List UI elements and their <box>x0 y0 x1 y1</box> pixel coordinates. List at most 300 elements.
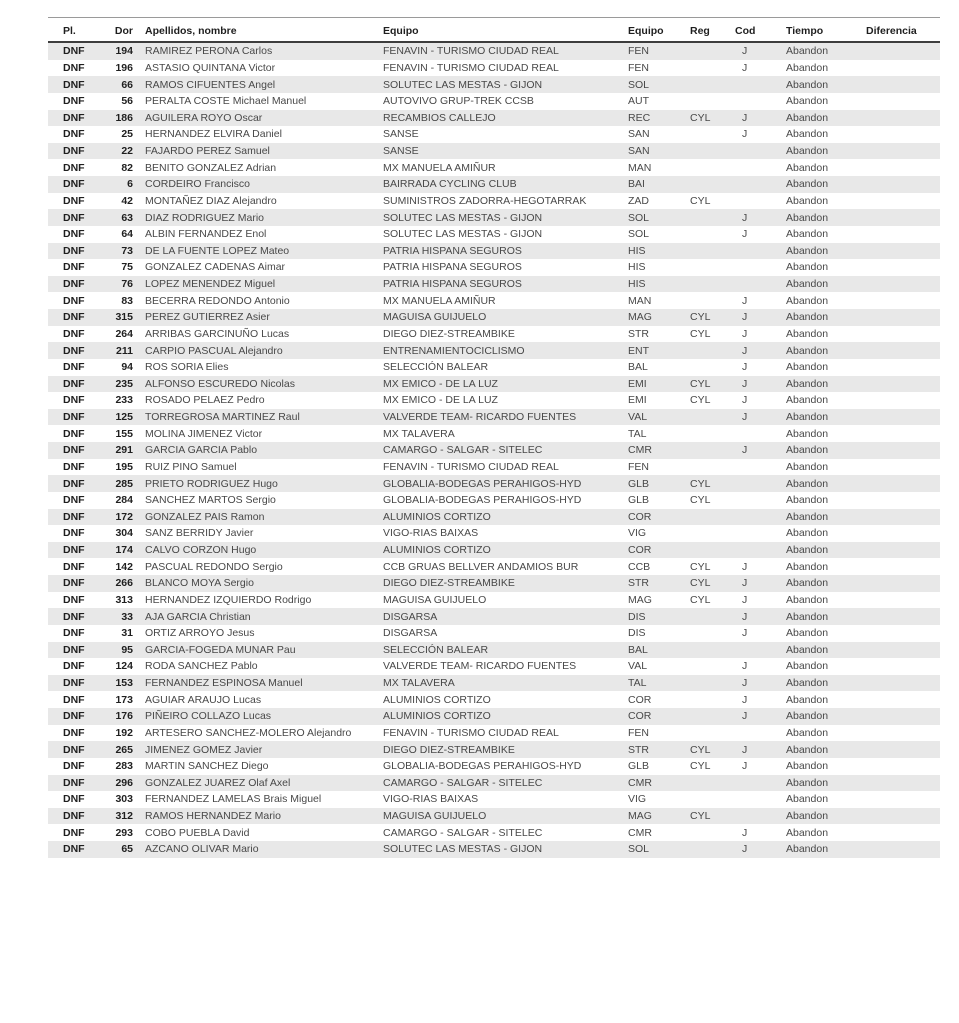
cell-pl: DNF <box>63 244 85 257</box>
table-row <box>48 143 940 160</box>
cell-pl: DNF <box>63 294 85 307</box>
cell-name: TORREGROSA MARTINEZ Raul <box>145 411 300 424</box>
cell-dor: 235 <box>115 377 133 390</box>
cell-dor: 6 <box>127 178 133 191</box>
cell-cod: J <box>742 294 748 307</box>
cell-name: SANCHEZ MARTOS Sergio <box>145 494 276 507</box>
cell-team: MX EMICO - DE LA LUZ <box>383 377 498 390</box>
cell-dor: 313 <box>115 593 133 606</box>
table-row <box>48 625 940 642</box>
cell-code: CMR <box>628 444 652 457</box>
cell-reg: CYL <box>690 111 711 124</box>
cell-team: SANSE <box>383 145 419 158</box>
cell-cod: J <box>742 627 748 640</box>
cell-pl: DNF <box>63 444 85 457</box>
table-row <box>48 575 940 592</box>
table-row <box>48 492 940 509</box>
table-row <box>48 292 940 309</box>
cell-name: ARRIBAS GARCINUÑO Lucas <box>145 327 290 340</box>
cell-pl: DNF <box>63 527 85 540</box>
cell-cod: J <box>742 693 748 706</box>
table-row <box>48 376 940 393</box>
table-row <box>48 110 940 127</box>
cell-name: SANZ BERRIDY Javier <box>145 527 254 540</box>
cell-team: FENAVIN - TURISMO CIUDAD REAL <box>383 726 559 739</box>
cell-team: BAIRRADA CYCLING CLUB <box>383 178 517 191</box>
table-row <box>48 259 940 276</box>
table-header <box>48 17 940 43</box>
cell-cod: J <box>742 377 748 390</box>
cell-dor: 211 <box>116 344 133 357</box>
cell-team: SOLUTEC LAS MESTAS - GIJON <box>383 78 543 91</box>
cell-code: STR <box>628 327 649 340</box>
table-body <box>48 43 940 858</box>
cell-pl: DNF <box>63 145 85 158</box>
cell-code: MAN <box>628 161 652 174</box>
cell-dor: 312 <box>115 810 133 823</box>
cell-code: SOL <box>628 211 650 224</box>
cell-tiempo: Abandon <box>786 427 829 440</box>
cell-reg: CYL <box>690 477 711 490</box>
cell-team: VIGO-RIAS BAIXAS <box>383 793 479 806</box>
cell-tiempo: Abandon <box>786 710 829 723</box>
cell-tiempo: Abandon <box>786 394 829 407</box>
cell-pl: DNF <box>63 477 85 490</box>
cell-name: FERNANDEZ ESPINOSA Manuel <box>145 677 303 690</box>
cell-code: VAL <box>628 660 648 673</box>
table-row <box>48 60 940 77</box>
column-header-pl: Pl. <box>63 25 76 37</box>
cell-team: CAMARGO - SALGAR - SITELEC <box>383 826 543 839</box>
cell-pl: DNF <box>63 411 85 424</box>
cell-reg: CYL <box>690 377 711 390</box>
cell-tiempo: Abandon <box>786 610 829 623</box>
cell-name: MARTIN SANCHEZ Diego <box>145 760 269 773</box>
cell-dor: 304 <box>115 527 133 540</box>
cell-tiempo: Abandon <box>786 577 829 590</box>
cell-pl: DNF <box>63 743 85 756</box>
cell-name: BECERRA REDONDO Antonio <box>145 294 290 307</box>
cell-reg: CYL <box>690 394 711 407</box>
cell-code: SAN <box>628 128 650 141</box>
cell-team: ALUMINIOS CORTIZO <box>383 693 491 706</box>
cell-team: MAGUISA GUIJUELO <box>383 810 487 823</box>
cell-pl: DNF <box>63 793 85 806</box>
cell-cod: J <box>742 211 748 224</box>
cell-team: SANSE <box>383 128 419 141</box>
cell-pl: DNF <box>63 128 85 141</box>
cell-code: CMR <box>628 776 652 789</box>
table-row <box>48 675 940 692</box>
cell-pl: DNF <box>63 843 85 856</box>
table-row <box>48 509 940 526</box>
cell-dor: 94 <box>121 361 133 374</box>
cell-pl: DNF <box>63 45 85 58</box>
cell-pl: DNF <box>63 228 85 241</box>
cell-dor: 31 <box>121 627 133 640</box>
cell-pl: DNF <box>63 311 85 324</box>
cell-dor: 176 <box>115 710 133 723</box>
table-row <box>48 592 940 609</box>
cell-team: MX EMICO - DE LA LUZ <box>383 394 498 407</box>
table-row <box>48 841 940 858</box>
cell-pl: DNF <box>63 660 85 673</box>
cell-dor: 293 <box>115 826 133 839</box>
cell-cod: J <box>742 593 748 606</box>
cell-reg: CYL <box>690 194 711 207</box>
cell-dor: 303 <box>115 793 133 806</box>
column-header-name: Apellidos, nombre <box>145 25 237 37</box>
cell-pl: DNF <box>63 610 85 623</box>
cell-code: DIS <box>628 610 646 623</box>
cell-code: ZAD <box>628 194 649 207</box>
cell-tiempo: Abandon <box>786 627 829 640</box>
cell-code: STR <box>628 577 649 590</box>
cell-tiempo: Abandon <box>786 61 829 74</box>
cell-team: FENAVIN - TURISMO CIUDAD REAL <box>383 460 559 473</box>
cell-team: SOLUTEC LAS MESTAS - GIJON <box>383 228 543 241</box>
cell-dor: 56 <box>121 95 133 108</box>
cell-code: CCB <box>628 560 651 573</box>
cell-pl: DNF <box>63 344 85 357</box>
cell-name: PIÑEIRO COLLAZO Lucas <box>145 710 272 723</box>
cell-tiempo: Abandon <box>786 244 829 257</box>
cell-tiempo: Abandon <box>786 111 829 124</box>
cell-dor: 173 <box>115 693 133 706</box>
cell-name: PEREZ GUTIERREZ Asier <box>145 311 270 324</box>
cell-cod: J <box>742 61 748 74</box>
cell-team: RECAMBIOS CALLEJO <box>383 111 496 124</box>
cell-cod: J <box>742 444 748 457</box>
cell-tiempo: Abandon <box>786 45 829 58</box>
cell-team: PATRIA HISPANA SEGUROS <box>383 278 522 291</box>
cell-dor: 174 <box>115 544 133 557</box>
cell-dor: 264 <box>115 327 133 340</box>
cell-code: STR <box>628 743 649 756</box>
cell-dor: 66 <box>121 78 133 91</box>
cell-tiempo: Abandon <box>786 793 829 806</box>
table-row <box>48 409 940 426</box>
cell-team: MX MANUELA AMIÑUR <box>383 161 496 174</box>
cell-reg: CYL <box>690 560 711 573</box>
cell-pl: DNF <box>63 211 85 224</box>
table-row <box>48 342 940 359</box>
cell-pl: DNF <box>63 460 85 473</box>
cell-dor: 194 <box>115 45 133 58</box>
cell-team: MAGUISA GUIJUELO <box>383 311 487 324</box>
cell-name: CORDEIRO Francisco <box>145 178 251 191</box>
cell-tiempo: Abandon <box>786 527 829 540</box>
cell-pl: DNF <box>63 161 85 174</box>
cell-pl: DNF <box>63 361 85 374</box>
cell-name: AGUILERA ROYO Oscar <box>145 111 263 124</box>
cell-cod: J <box>742 361 748 374</box>
cell-team: SUMINISTROS ZADORRA-HEGOTARRAK <box>383 194 587 207</box>
cell-tiempo: Abandon <box>786 228 829 241</box>
cell-pl: DNF <box>63 510 85 523</box>
cell-name: ARTESERO SANCHEZ-MOLERO Alejandro <box>145 726 352 739</box>
cell-cod: J <box>742 45 748 58</box>
cell-team: SOLUTEC LAS MESTAS - GIJON <box>383 211 543 224</box>
cell-code: DIS <box>628 627 646 640</box>
cell-name: DIAZ RODRIGUEZ Mario <box>145 211 265 224</box>
cell-cod: J <box>742 344 748 357</box>
cell-name: RODA SANCHEZ Pablo <box>145 660 258 673</box>
cell-pl: DNF <box>63 693 85 706</box>
cell-dor: 296 <box>115 776 133 789</box>
table-row <box>48 326 940 343</box>
table-row <box>48 276 940 293</box>
cell-name: PRIETO RODRIGUEZ Hugo <box>145 477 278 490</box>
cell-dor: 82 <box>121 161 133 174</box>
cell-tiempo: Abandon <box>786 510 829 523</box>
cell-cod: J <box>742 111 748 124</box>
table-row <box>48 808 940 825</box>
cell-tiempo: Abandon <box>786 344 829 357</box>
cell-name: BENITO GONZALEZ Adrian <box>145 161 277 174</box>
cell-tiempo: Abandon <box>786 643 829 656</box>
cell-cod: J <box>742 128 748 141</box>
table-row <box>48 791 940 808</box>
cell-name: PASCUAL REDONDO Sergio <box>145 560 283 573</box>
cell-tiempo: Abandon <box>786 743 829 756</box>
cell-dor: 65 <box>121 843 133 856</box>
cell-pl: DNF <box>63 427 85 440</box>
table-row <box>48 691 940 708</box>
cell-code: BAL <box>628 361 648 374</box>
cell-code: COR <box>628 544 652 557</box>
cell-team: VIGO-RIAS BAIXAS <box>383 527 479 540</box>
cell-name: GARCIA GARCIA Pablo <box>145 444 258 457</box>
cell-tiempo: Abandon <box>786 444 829 457</box>
table-row <box>48 359 940 376</box>
cell-team: AUTOVIVO GRUP-TREK CCSB <box>383 95 534 108</box>
cell-name: LOPEZ MENENDEZ Miguel <box>145 278 276 291</box>
cell-dor: 265 <box>115 743 133 756</box>
cell-pl: DNF <box>63 494 85 507</box>
cell-dor: 186 <box>115 111 133 124</box>
cell-code: FEN <box>628 726 649 739</box>
cell-team: ALUMINIOS CORTIZO <box>383 510 491 523</box>
cell-dor: 284 <box>115 494 133 507</box>
table-row <box>48 758 940 775</box>
cell-tiempo: Abandon <box>786 477 829 490</box>
column-header-cod: Cod <box>735 25 756 37</box>
cell-cod: J <box>742 843 748 856</box>
table-row <box>48 741 940 758</box>
cell-dor: 124 <box>115 660 133 673</box>
cell-code: BAL <box>628 643 648 656</box>
cell-tiempo: Abandon <box>786 128 829 141</box>
cell-team: VALVERDE TEAM- RICARDO FUENTES <box>383 411 577 424</box>
cell-dor: 283 <box>115 760 133 773</box>
cell-team: MX MANUELA AMIÑUR <box>383 294 496 307</box>
cell-code: MAG <box>628 593 652 606</box>
cell-tiempo: Abandon <box>786 294 829 307</box>
table-row <box>48 558 940 575</box>
table-row <box>48 193 940 210</box>
cell-code: COR <box>628 510 652 523</box>
cell-pl: DNF <box>63 560 85 573</box>
cell-tiempo: Abandon <box>786 826 829 839</box>
cell-team: GLOBALIA-BODEGAS PERAHIGOS-HYD <box>383 477 582 490</box>
table-row <box>48 442 940 459</box>
cell-code: EMI <box>628 394 647 407</box>
cell-tiempo: Abandon <box>786 726 829 739</box>
cell-code: REC <box>628 111 651 124</box>
table-row <box>48 176 940 193</box>
cell-team: VALVERDE TEAM- RICARDO FUENTES <box>383 660 577 673</box>
cell-code: TAL <box>628 427 647 440</box>
cell-name: AGUIAR ARAUJO Lucas <box>145 693 262 706</box>
cell-team: ALUMINIOS CORTIZO <box>383 710 491 723</box>
table-row <box>48 243 940 260</box>
column-header-tiempo: Tiempo <box>786 25 824 37</box>
cell-reg: CYL <box>690 577 711 590</box>
column-header-diferencia: Diferencia <box>866 25 917 37</box>
table-row <box>48 775 940 792</box>
cell-name: BLANCO MOYA Sergio <box>145 577 254 590</box>
table-row <box>48 392 940 409</box>
cell-name: ALFONSO ESCUREDO Nicolas <box>145 377 295 390</box>
cell-dor: 22 <box>121 145 133 158</box>
table-row <box>48 475 940 492</box>
cell-cod: J <box>742 311 748 324</box>
cell-pl: DNF <box>63 776 85 789</box>
cell-tiempo: Abandon <box>786 361 829 374</box>
cell-name: MONTAÑEZ DIAZ Alejandro <box>145 194 277 207</box>
cell-tiempo: Abandon <box>786 494 829 507</box>
cell-tiempo: Abandon <box>786 327 829 340</box>
cell-dor: 76 <box>121 278 133 291</box>
cell-code: MAG <box>628 810 652 823</box>
cell-tiempo: Abandon <box>786 78 829 91</box>
cell-code: HIS <box>628 278 646 291</box>
cell-dor: 315 <box>115 311 133 324</box>
cell-dor: 83 <box>121 294 133 307</box>
cell-name: ROS SORIA Elies <box>145 361 229 374</box>
cell-team: FENAVIN - TURISMO CIUDAD REAL <box>383 61 559 74</box>
cell-code: MAN <box>628 294 652 307</box>
cell-pl: DNF <box>63 327 85 340</box>
cell-pl: DNF <box>63 111 85 124</box>
cell-dor: 172 <box>115 510 133 523</box>
cell-reg: CYL <box>690 327 711 340</box>
cell-reg: CYL <box>690 311 711 324</box>
cell-code: EMI <box>628 377 647 390</box>
cell-team: DIEGO DIEZ-STREAMBIKE <box>383 577 515 590</box>
cell-code: AUT <box>628 95 649 108</box>
table-row <box>48 226 940 243</box>
cell-code: VIG <box>628 527 647 540</box>
cell-name: RUIZ PINO Samuel <box>145 460 237 473</box>
column-header-team: Equipo <box>383 25 419 37</box>
cell-team: CCB GRUAS BELLVER ANDAMIOS BUR <box>383 560 579 573</box>
table-row <box>48 76 940 93</box>
cell-reg: CYL <box>690 494 711 507</box>
table-row <box>48 658 940 675</box>
cell-dor: 285 <box>115 477 133 490</box>
cell-dor: 153 <box>115 677 133 690</box>
cell-dor: 63 <box>121 211 133 224</box>
cell-name: RAMOS CIFUENTES Angel <box>145 78 276 91</box>
cell-pl: DNF <box>63 760 85 773</box>
cell-pl: DNF <box>63 710 85 723</box>
cell-code: ENT <box>628 344 649 357</box>
cell-name: RAMIREZ PERONA Carlos <box>145 45 273 58</box>
cell-tiempo: Abandon <box>786 95 829 108</box>
cell-code: VAL <box>628 411 648 424</box>
cell-code: SOL <box>628 228 650 241</box>
table-row <box>48 309 940 326</box>
cell-dor: 125 <box>115 411 133 424</box>
cell-team: PATRIA HISPANA SEGUROS <box>383 244 522 257</box>
cell-dor: 25 <box>121 128 133 141</box>
cell-cod: J <box>742 826 748 839</box>
cell-pl: DNF <box>63 677 85 690</box>
cell-cod: J <box>742 411 748 424</box>
cell-name: AJA GARCIA Christian <box>145 610 251 623</box>
cell-name: ROSADO PELAEZ Pedro <box>145 394 265 407</box>
cell-tiempo: Abandon <box>786 211 829 224</box>
cell-dor: 266 <box>115 577 133 590</box>
cell-tiempo: Abandon <box>786 311 829 324</box>
cell-dor: 42 <box>121 194 133 207</box>
cell-cod: J <box>742 710 748 723</box>
table-row <box>48 93 940 110</box>
cell-pl: DNF <box>63 627 85 640</box>
cell-cod: J <box>742 560 748 573</box>
cell-code: HIS <box>628 261 646 274</box>
cell-team: SOLUTEC LAS MESTAS - GIJON <box>383 843 543 856</box>
cell-tiempo: Abandon <box>786 843 829 856</box>
cell-dor: 195 <box>115 460 133 473</box>
cell-team: DIEGO DIEZ-STREAMBIKE <box>383 327 515 340</box>
table-row <box>48 608 940 625</box>
cell-team: SELECCIÓN BALEAR <box>383 643 489 656</box>
cell-code: CMR <box>628 826 652 839</box>
table-row <box>48 209 940 226</box>
cell-name: JIMENEZ GOMEZ Javier <box>145 743 263 756</box>
cell-tiempo: Abandon <box>786 460 829 473</box>
cell-team: ALUMINIOS CORTIZO <box>383 544 491 557</box>
table-row <box>48 159 940 176</box>
cell-team: ENTRENAMIENTOCICLISMO <box>383 344 525 357</box>
cell-pl: DNF <box>63 726 85 739</box>
cell-pl: DNF <box>63 577 85 590</box>
cell-tiempo: Abandon <box>786 161 829 174</box>
cell-name: HERNANDEZ IZQUIERDO Rodrigo <box>145 593 312 606</box>
cell-tiempo: Abandon <box>786 544 829 557</box>
cell-reg: CYL <box>690 743 711 756</box>
cell-dor: 291 <box>115 444 133 457</box>
table-row <box>48 459 940 476</box>
cell-code: SOL <box>628 78 650 91</box>
cell-name: CARPIO PASCUAL Alejandro <box>145 344 283 357</box>
cell-tiempo: Abandon <box>786 178 829 191</box>
cell-tiempo: Abandon <box>786 593 829 606</box>
cell-team: SELECCIÓN BALEAR <box>383 361 489 374</box>
cell-cod: J <box>742 660 748 673</box>
cell-name: FERNANDEZ LAMELAS Brais Miguel <box>145 793 322 806</box>
cell-dor: 33 <box>121 610 133 623</box>
cell-pl: DNF <box>63 178 85 191</box>
cell-code: FEN <box>628 61 649 74</box>
cell-team: MAGUISA GUIJUELO <box>383 593 487 606</box>
cell-code: COR <box>628 710 652 723</box>
table-row <box>48 824 940 841</box>
cell-name: ORTIZ ARROYO Jesus <box>145 627 255 640</box>
